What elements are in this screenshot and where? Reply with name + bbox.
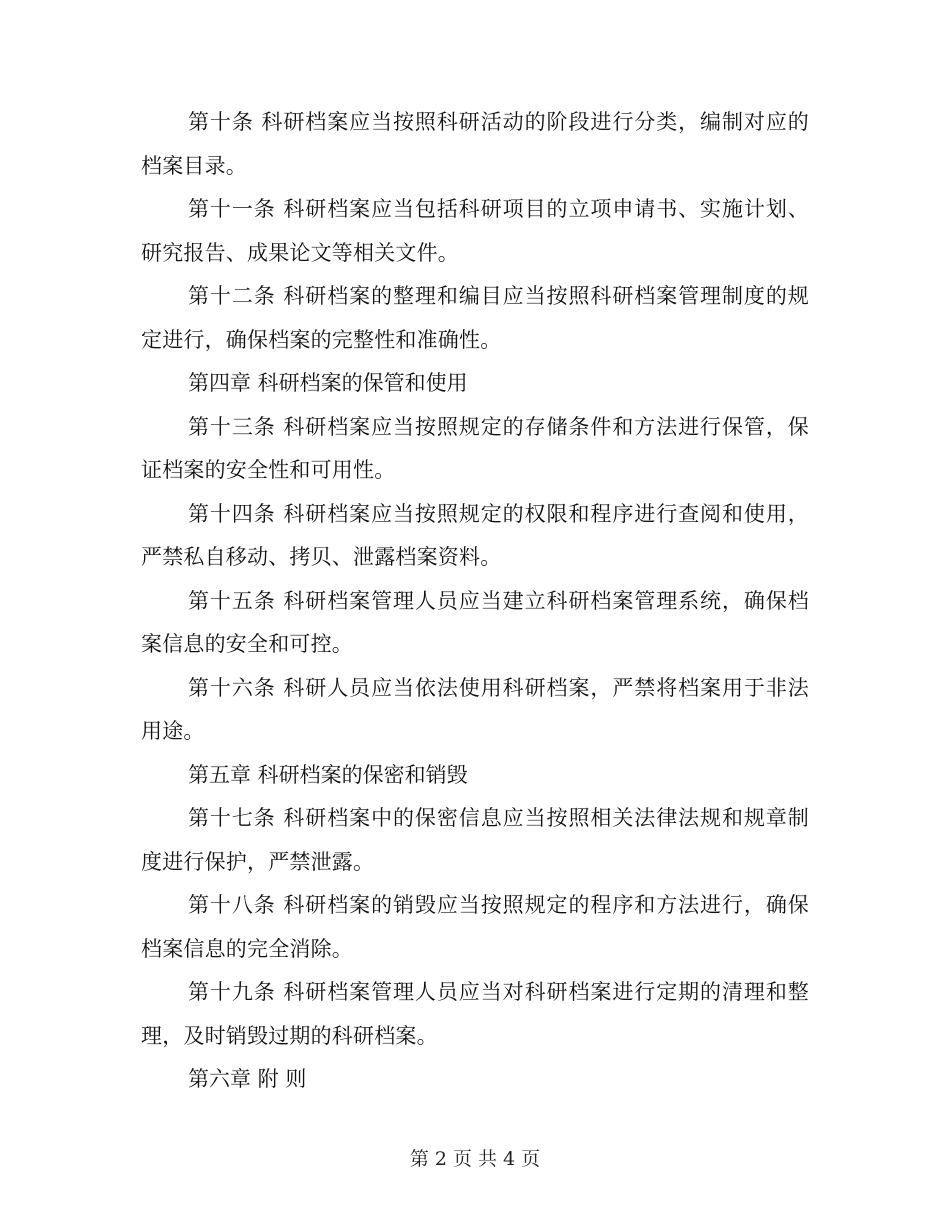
- chapter-6-heading: 第六章 附 则: [188, 1067, 307, 1091]
- article-13: 第十三条 科研档案应当按照规定的存储条件和方法进行保管，保证档案的安全性和可用性。: [141, 414, 809, 482]
- article-17: 第十七条 科研档案中的保密信息应当按照相关法律法规和规章制度进行保护，严禁泄露。: [141, 806, 809, 874]
- page-number-footer: 第 2 页 共 4 页: [409, 1148, 541, 1170]
- article-16: 第十六条 科研人员应当依法使用科研档案，严禁将档案用于非法用途。: [141, 675, 809, 743]
- chapter-5-heading: 第五章 科研档案的保密和销毁: [188, 762, 468, 787]
- document-body: [141, 101, 809, 1102]
- article-18: 第十八条 科研档案的销毁应当按照规定的程序和方法进行，确保档案信息的完全消除。: [141, 893, 809, 961]
- article-12: 第十二条 科研档案的整理和编目应当按照科研档案管理制度的规定进行，确保档案的完整性和准确性。: [141, 284, 809, 352]
- article-19: 第十九条 科研档案管理人员应当对科研档案进行定期的清理和整理，及时销毁过期的科研档案。: [141, 980, 809, 1048]
- article-15: 第十五条 科研档案管理人员应当建立科研档案管理系统，确保档案信息的安全和可控。: [141, 588, 809, 656]
- article-11: 第十一条 科研档案应当包括科研项目的立项申请书、实施计划、研究报告、成果论文等相关文件。: [141, 197, 809, 265]
- article-10: 第十条 科研档案应当按照科研活动的阶段进行分类，编制对应的档案目录。: [141, 110, 809, 178]
- chapter-4-heading: 第四章 科研档案的保管和使用: [188, 371, 468, 395]
- article-14: 第十四条 科研档案应当按照规定的权限和程序进行查阅和使用，严禁私自移动、拷贝、泄露档案资料。: [141, 501, 809, 569]
